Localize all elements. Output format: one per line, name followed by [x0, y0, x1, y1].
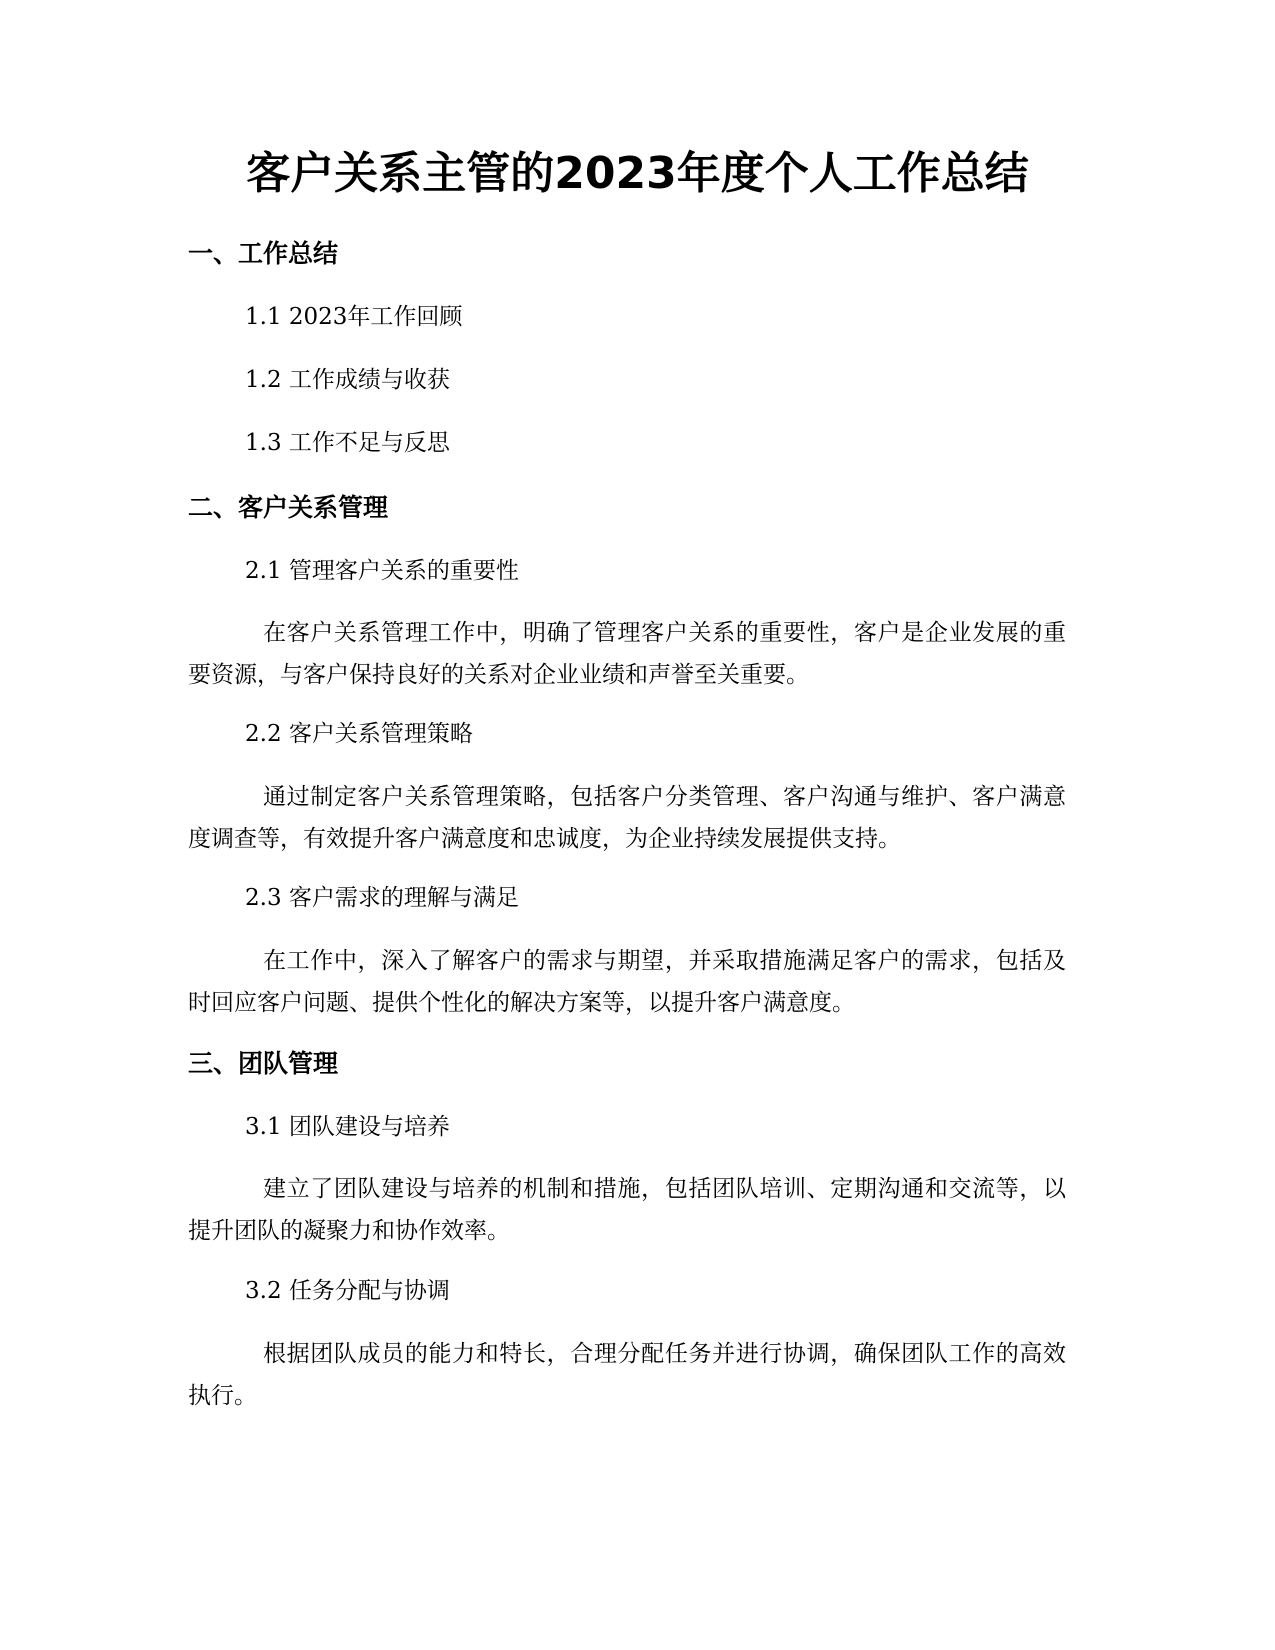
document-title: 客户关系主管的2023年度个人工作总结 — [246, 148, 1029, 199]
subheading-2-1: 2.1 管理客户关系的重要性 — [245, 558, 519, 584]
paragraph-3-1: 建立了团队建设与培养的机制和措施，包括团队培训、定期沟通和交流等，以提升团队的凝聚力和协作效率。 — [188, 1176, 1066, 1244]
paragraph-3-2: 根据团队成员的能力和特长，合理分配任务并进行协调，确保团队工作的高效执行。 — [188, 1341, 1066, 1409]
subheading-3-2: 3.2 任务分配与协调 — [245, 1278, 450, 1304]
section-heading-2: 二、客户关系管理 — [188, 493, 389, 522]
subheading-3-1: 3.1 团队建设与培养 — [245, 1114, 450, 1140]
paragraph-2-1: 在客户关系管理工作中，明确了管理客户关系的重要性，客户是企业发展的重要资源，与客户保持良好的关系对企业业绩和声誉至关重要。 — [188, 620, 1066, 688]
subheading-2-3: 2.3 客户需求的理解与满足 — [245, 885, 519, 911]
subheading-1-3: 1.3 工作不足与反思 — [245, 430, 450, 456]
paragraph-2-2: 通过制定客户关系管理策略，包括客户分类管理、客户沟通与维护、客户满意度调查等，有效提升客户满意度和忠诚度，为企业持续发展提供支持。 — [188, 784, 1066, 852]
subheading-1-2: 1.2 工作成绩与收获 — [245, 367, 450, 393]
section-heading-1: 一、工作总结 — [188, 239, 339, 268]
section-heading-3: 三、团队管理 — [188, 1049, 339, 1078]
subheading-1-1: 1.1 2023年工作回顾 — [245, 304, 463, 330]
subheading-2-2: 2.2 客户关系管理策略 — [245, 721, 473, 747]
paragraph-2-3: 在工作中，深入了解客户的需求与期望，并采取措施满足客户的需求，包括及时回应客户问题、提供个性化的解决方案等，以提升客户满意度。 — [188, 948, 1066, 1016]
